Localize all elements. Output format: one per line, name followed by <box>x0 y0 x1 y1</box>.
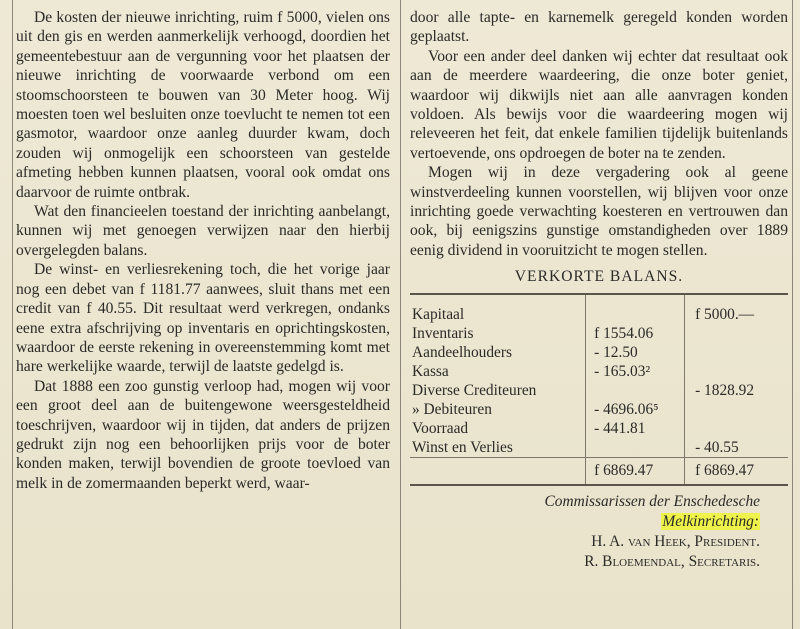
credit-value: - 40.55 <box>685 438 788 458</box>
debet-value: - 441.81 <box>586 419 685 438</box>
paragraph: De kosten der nieuwe inrichting, ruim f 5000, vielen ons uit den gis en werden aanmerkelijk verhoogd, doordien het gemeentebestuur aan de vergunning voor het plaatsen der nieuwe inrichting de voorwaarde verbond om een stoomschoorsteen te bouwen van 30 Meter hoog. Wij moesten toen wel besluiten onze toevlucht te nemen tot een gasmotor, waardoor onze aanleg duurder kwam, doch zouden wij onmogelijk een schoorsteen van gestelde afmeting hebben kunnen plaatsen, vooral ook omdat ons daarvoor de ruimte ontbrak. <box>16 9 390 201</box>
left-border-rule <box>12 0 13 629</box>
credit-value <box>685 400 788 419</box>
signature-line-1: Commissarissen der Enschedesche <box>544 492 760 510</box>
right-border-rule <box>792 0 793 629</box>
signature-block <box>410 492 788 572</box>
row-label: Kassa <box>412 362 449 380</box>
row-label: Diverse Crediteuren <box>412 381 537 399</box>
table-row <box>410 438 788 458</box>
row-label: » Debiteuren <box>412 400 492 418</box>
total-label <box>410 457 586 485</box>
table-row <box>410 324 788 343</box>
signature-president: H. A. van Heek, President. <box>591 532 760 550</box>
debet-value: - 12.50 <box>586 343 685 362</box>
table-row <box>410 381 788 400</box>
highlighted-word: Melkinrichting: <box>662 512 759 530</box>
paragraph: Mogen wij in deze vergadering ook al geene winstverdeeling kunnen voorstellen, wij blijven voor onze inrichting goede verwachting koesteren en vertrouwen dan ook, bij eenigszins gunstige omstandigheden over 1889 eenig dividend in vooruitzicht te mogen stellen. <box>410 164 788 259</box>
paragraph: Wat den financieelen toestand der inrichting aanbelangt, kunnen wij met genoegen verwijzen naar den hierbij overgelegden balans. <box>16 203 390 259</box>
paragraph: door alle tapte- en karnemelk geregeld konden worden geplaatst. <box>410 9 788 46</box>
debet-value <box>586 381 685 400</box>
paragraph: Dat 1888 een zoo gunstig verloop had, mogen wij voor een groot deel aan de buitengewone weersgesteldheid toeschrijven, waardoor wij in tijden, dat anders de prijzen gedrukt zijn nog een behoorlijken prijs voor de boter konden maken, terwijl bovendien de groote toevloed van melk in de zomermaanden beperkt werd, waar- <box>16 377 390 492</box>
signature-line-2 <box>410 512 788 532</box>
debet-value <box>586 438 685 458</box>
left-column <box>16 8 390 493</box>
total-row <box>410 457 788 485</box>
row-label: Kapitaal <box>412 305 465 323</box>
debet-value: f 1554.06 <box>586 324 685 343</box>
table-row <box>410 400 788 419</box>
row-label: Inventaris <box>412 324 474 342</box>
credit-value <box>685 343 788 362</box>
credit-value <box>685 419 788 438</box>
debet-value: - 165.03² <box>586 362 685 381</box>
balans-title: VERKORTE BALANS. <box>514 268 684 286</box>
right-column <box>410 8 788 572</box>
paragraph: De winst- en verliesrekening toch, die het vorige jaar nog een debet van f 1181.77 aanwees, sluit thans met een credit van f 40.55. Dit resultaat werd verkregen, ondanks eene extra afschrijving op inventaris en oprichtingskosten, waardoor de eerste rekening in overeenstemming komt met hare werkelijke waarde, terwijl de laatste gedelgd is. <box>16 261 390 376</box>
debet-value: - 4696.06⁵ <box>586 400 685 419</box>
table-row <box>410 362 788 381</box>
credit-value: - 1828.92 <box>685 381 788 400</box>
column-divider-rule <box>400 0 401 629</box>
signature-secretaris: R. Bloemendal, Secretaris. <box>584 552 760 570</box>
row-label: Aandeelhouders <box>412 343 513 361</box>
table-row <box>410 419 788 438</box>
credit-value: f 5000.— <box>685 294 788 324</box>
table-row <box>410 294 788 324</box>
row-label: Winst en Verlies <box>412 438 513 456</box>
credit-value <box>685 324 788 343</box>
paragraph: Voor een ander deel danken wij echter dat resultaat ook aan de meerdere waardeering, die onze boter geniet, waardoor wij dikwijls niet aan alle aanvragen konden voldoen. Als bewijs voor die waardeering mogen wij releveeren het feit, dat enkele familien tijdelijk buitenlands vertoevende, ons opdroegen de boter na te zenden. <box>410 47 788 162</box>
credit-value <box>685 362 788 381</box>
balans-table <box>410 293 788 486</box>
total-debet: f 6869.47 <box>586 457 685 485</box>
debet-value <box>586 294 685 324</box>
table-row <box>410 343 788 362</box>
total-credit: f 6869.47 <box>685 457 788 485</box>
row-label: Voorraad <box>412 419 469 437</box>
